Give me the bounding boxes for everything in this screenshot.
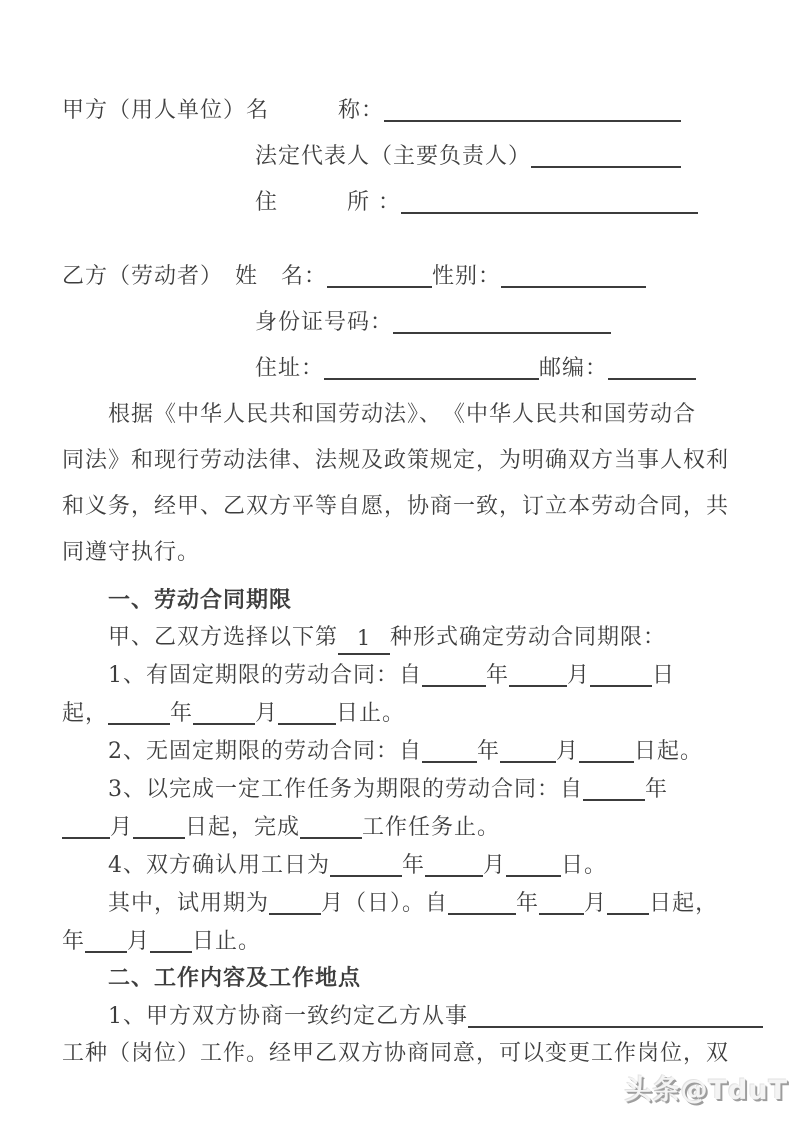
s1-item4-line-text: 4、双方确认用工日为 [108, 853, 330, 878]
s1-item3-line-b [62, 808, 732, 846]
s2-item1-line-a [62, 997, 732, 1035]
s1-probation-line-a [62, 884, 732, 922]
s1-probation-line-a-text: 月 [584, 891, 608, 916]
s1-probation-line-b [62, 922, 732, 960]
party-a-legal-rep-line [62, 134, 732, 180]
s1-probation-line-b-text: 月 [127, 929, 151, 954]
employment-year-field[interactable] [330, 851, 402, 877]
s1-item2-line [62, 732, 732, 770]
party-b-id-line [62, 300, 732, 346]
party-a-address-line [62, 180, 732, 226]
party-b-id-line-text: 身份证号码： [255, 310, 394, 335]
s1-probation-line-a-text: 年 [516, 891, 540, 916]
gender-field[interactable] [501, 262, 646, 288]
s1-item4-line-text: 日。 [561, 853, 608, 878]
open-start-day-field[interactable] [579, 737, 634, 763]
party-b-address-line-text: 住址： [255, 356, 325, 381]
party-a-block [62, 88, 732, 226]
s1-item1-line-b-text: 月 [255, 701, 279, 726]
postal-code-field[interactable] [608, 354, 696, 380]
party-b-name-field[interactable] [327, 262, 432, 288]
fixed-start-day-field[interactable] [590, 661, 652, 687]
party-b-block [62, 254, 732, 392]
s1-item1-line-b-text: 日止。 [336, 701, 406, 726]
s1-item1-line-a-text: 月 [567, 663, 591, 688]
party-b-name-line [62, 254, 732, 300]
term-type-number-value: 1 [356, 626, 372, 650]
open-start-year-field[interactable] [422, 737, 477, 763]
s1-item3-line-b-text: 工作任务止。 [362, 815, 501, 840]
preamble-line-1 [62, 392, 732, 438]
s1-intro-line-text: 甲、乙双方选择以下第 [108, 625, 339, 650]
s1-item1-line-a-text: 日 [652, 663, 676, 688]
term-type-number-field[interactable] [338, 626, 390, 655]
probation-start-year-field[interactable] [448, 889, 516, 915]
s1-item2-line-text: 月 [556, 739, 580, 764]
task-description-field[interactable] [300, 813, 362, 839]
s1-item4-line-text: 月 [483, 853, 507, 878]
s2-item1-line-b [62, 1035, 732, 1072]
s1-item1-line-a-text: 年 [486, 663, 510, 688]
section-1-heading [62, 582, 732, 619]
party-b-name-line-text: 乙方（劳动者） 姓 名： [62, 264, 328, 289]
s1-probation-line-b-text: 年 [62, 929, 86, 954]
id-number-field[interactable] [393, 308, 611, 334]
s2-item1-line-a-text: 1、甲方双方协商一致约定乙方从事 [108, 1004, 468, 1029]
fixed-start-year-field[interactable] [422, 661, 486, 687]
s1-item3-line-b-text: 月 [110, 815, 134, 840]
s1-item1-line-b-text: 起， [62, 701, 109, 726]
s1-item1-line-a [62, 656, 732, 694]
sections-block [62, 582, 732, 1072]
party-a-name-line [62, 88, 732, 134]
s1-probation-line-b-text: 日止。 [192, 929, 262, 954]
s1-item2-line-text: 年 [477, 739, 501, 764]
s1-item3-line-a [62, 770, 732, 808]
preamble-block [62, 392, 732, 576]
open-start-month-field[interactable] [500, 737, 556, 763]
party-a-address-field[interactable] [401, 188, 698, 214]
watermark-text: 头条@TduT [624, 1075, 788, 1106]
s1-probation-line-a-text: 其中，试用期为 [108, 891, 270, 916]
fixed-end-month-field[interactable] [193, 699, 255, 725]
fixed-end-year-field[interactable] [108, 699, 170, 725]
preamble-line-3-text: 和义务，经甲、乙双方平等自愿，协商一致，订立本劳动合同，共 [62, 494, 730, 519]
s1-item1-line-b [62, 694, 732, 732]
task-start-day-field[interactable] [133, 813, 185, 839]
probation-start-month-field[interactable] [539, 889, 584, 915]
task-start-month-field[interactable] [62, 813, 110, 839]
section-2-heading-text: 二、工作内容及工作地点 [108, 966, 362, 991]
fixed-end-day-field[interactable] [278, 699, 336, 725]
s1-item3-line-b-text: 日起，完成 [185, 815, 301, 840]
preamble-line-4-text: 同遵守执行。 [62, 540, 201, 565]
s1-item4-line [62, 846, 732, 884]
party-b-address-field[interactable] [324, 354, 539, 380]
preamble-line-4 [62, 530, 732, 576]
party-b-address-line [62, 346, 732, 392]
job-position-field[interactable] [468, 1002, 763, 1028]
party-b-name-line-text: 性别： [432, 264, 502, 289]
preamble-line-1-text: 根据《中华人民共和国劳动法》、 《中华人民共和国劳动合 [108, 402, 697, 427]
s1-item3-line-a-text: 3、以完成一定工作任务为期限的劳动合同：自 [108, 777, 583, 802]
probation-end-month-field[interactable] [85, 927, 127, 953]
probation-length-field[interactable] [269, 889, 321, 915]
s1-item3-line-a-text: 年 [645, 777, 669, 802]
s1-item1-line-b-text: 年 [170, 701, 194, 726]
fixed-start-month-field[interactable] [509, 661, 567, 687]
preamble-line-3 [62, 484, 732, 530]
preamble-line-2 [62, 438, 732, 484]
party-a-legal-rep-line-text: 法定代表人（主要负责人） [255, 144, 532, 169]
legal-representative-field[interactable] [531, 142, 681, 168]
s1-probation-line-a-text: 月（日）。自 [321, 891, 449, 916]
employment-month-field[interactable] [425, 851, 483, 877]
party-a-address-line-text: 住 所 ： [255, 190, 401, 215]
s1-intro-line-text: 种形式确定劳动合同期限： [390, 625, 667, 650]
s1-probation-line-a-text: 日起， [649, 891, 719, 916]
s1-item1-line-a-text: 1、有固定期限的劳动合同：自 [108, 663, 422, 688]
s1-intro-line [62, 619, 732, 656]
employment-day-field[interactable] [506, 851, 561, 877]
s1-item4-line-text: 年 [402, 853, 426, 878]
preamble-line-2-text: 同法》和现行劳动法律、法规及政策规定，为明确双方当事人权利 [62, 448, 730, 473]
task-start-year-field[interactable] [583, 775, 645, 801]
party-a-name-line-text: 甲方（用人单位）名 称： [62, 98, 385, 123]
section-2-heading [62, 960, 732, 997]
probation-start-day-field[interactable] [607, 889, 649, 915]
section-1-heading-text: 一、劳动合同期限 [108, 588, 293, 613]
s1-item2-line-text: 日起。 [634, 739, 704, 764]
s2-item1-line-b-text: 工种（岗位）工作。经甲乙双方协商同意，可以变更工作岗位，双 [62, 1041, 730, 1066]
s1-item2-line-text: 2、无固定期限的劳动合同：自 [108, 739, 422, 764]
party-a-name-field[interactable] [384, 96, 681, 122]
party-b-address-line-text: 邮编： [539, 356, 609, 381]
probation-end-day-field[interactable] [150, 927, 192, 953]
